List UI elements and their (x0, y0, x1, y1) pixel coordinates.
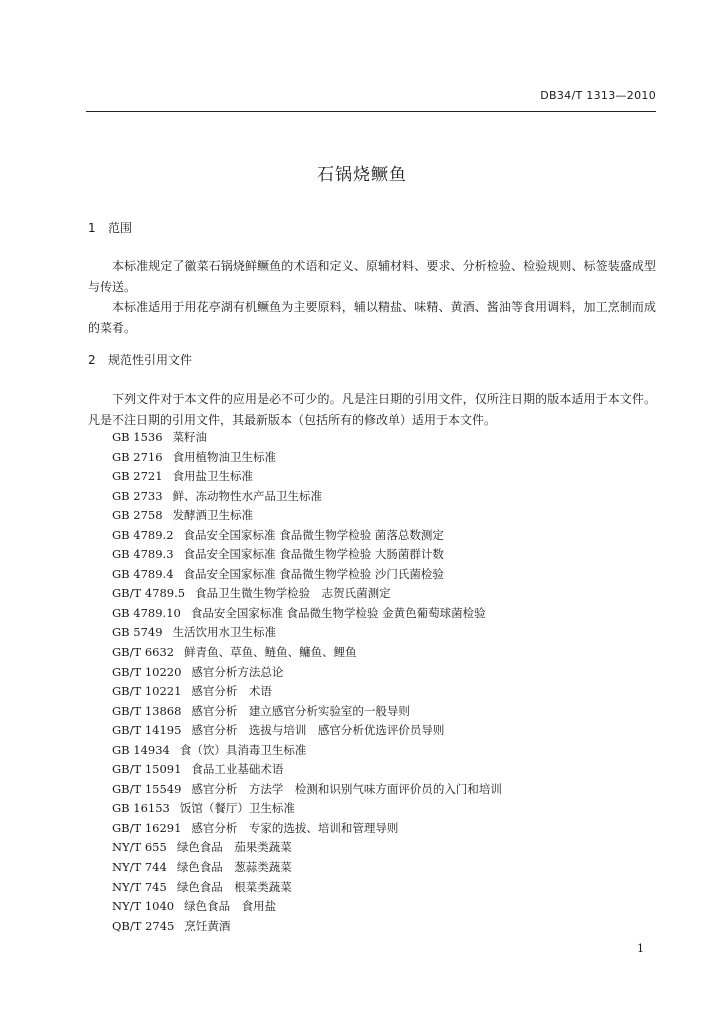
reference-title: 鲜、冻动物性水产品卫生标准 (172, 488, 323, 503)
reference-title: 绿色食品 食用盐 (184, 899, 277, 914)
reference-code: GB/T 4789.5 (112, 586, 186, 601)
reference-list (112, 428, 502, 936)
reference-code: GB 4789.2 (112, 527, 174, 542)
reference-code: GB/T 15549 (112, 781, 182, 796)
reference-code: GB 2733 (112, 488, 163, 503)
reference-item (112, 623, 502, 643)
reference-code: GB 1536 (112, 430, 163, 444)
reference-code: GB 2758 (112, 508, 163, 523)
reference-title: 发酵酒卫生标准 (172, 508, 254, 523)
reference-title: 绿色食品 茄果类蔬菜 (176, 840, 292, 855)
reference-title: 感官分析方法总论 (191, 664, 284, 679)
reference-code: GB 4789.4 (112, 566, 174, 581)
header-rule (86, 111, 656, 112)
reference-code: GB/T 15091 (112, 762, 182, 777)
reference-title: 食品安全国家标准 食品微生物学检验 大肠菌群计数 (183, 547, 444, 562)
reference-title: 食品安全国家标准 食品微生物学检验 金黄色葡萄球菌检验 (190, 605, 486, 620)
reference-code: GB 4789.10 (112, 605, 181, 620)
reference-title: 食品工业基础术语 (191, 762, 284, 777)
section-number: 2 (88, 353, 96, 367)
reference-item (112, 878, 502, 898)
reference-item (112, 838, 502, 858)
reference-title: 食（饮）具消毒卫生标准 (179, 742, 307, 757)
reference-item (112, 526, 502, 546)
reference-item (112, 917, 502, 937)
reference-code: GB/T 6632 (112, 645, 175, 660)
section-heading-normative-references (88, 352, 192, 368)
reference-item (112, 604, 502, 624)
reference-code: GB 4789.3 (112, 547, 174, 562)
section-title: 规范性引用文件 (108, 353, 193, 367)
reference-item (112, 545, 502, 565)
reference-code: NY/T 744 (112, 860, 167, 875)
reference-item (112, 721, 502, 741)
reference-code: GB 16153 (112, 801, 170, 816)
reference-title: 食品安全国家标准 食品微生物学检验 菌落总数测定 (183, 527, 444, 542)
reference-item (112, 584, 502, 604)
reference-code: NY/T 655 (112, 840, 167, 855)
reference-item (112, 799, 502, 819)
reference-code: GB 5749 (112, 625, 163, 640)
reference-item (112, 858, 502, 878)
reference-item (112, 702, 502, 722)
reference-item (112, 819, 502, 839)
reference-title: 感官分析 选拔与培训 感官分析优选评价员导则 (191, 723, 445, 738)
reference-title: 感官分析 建立感官分析实验室的一般导则 (191, 703, 410, 718)
reference-item (112, 663, 502, 683)
reference-title: 鲜青鱼、草鱼、鲢鱼、鳙鱼、鲤鱼 (184, 645, 357, 660)
reference-item (112, 760, 502, 780)
standard-code: DB34/T 1313—2010 (540, 89, 656, 102)
reference-code: GB/T 13868 (112, 703, 182, 718)
reference-title: 烹饪黄酒 (184, 918, 231, 933)
reference-title: 食品安全国家标准 食品微生物学检验 沙门氏菌检验 (183, 566, 444, 581)
reference-item (112, 897, 502, 917)
document-title: 石锅烧鳜鱼 (317, 165, 407, 185)
reference-item (112, 741, 502, 761)
reference-code: GB/T 14195 (112, 723, 182, 738)
reference-code: GB/T 10221 (112, 684, 182, 699)
reference-item (112, 467, 502, 487)
scope-paragraph-2: 本标准适用于用花亭湖有机鳜鱼为主要原料，辅以精盐、味精、黄酒、酱油等食用调料，加工烹制而成的菜肴。 (88, 300, 656, 335)
reference-item (112, 506, 502, 526)
reference-item (112, 428, 502, 448)
reference-code: GB 2716 (112, 449, 163, 464)
section-heading-scope (88, 220, 132, 236)
reference-title: 感官分析 术语 (191, 684, 272, 699)
scope-paragraph-1: 本标准规定了徽菜石锅烧鲜鳜鱼的术语和定义、原辅材料、要求、分析检验、检验规则、标签装盛成型与传送。 (88, 259, 656, 294)
reference-code: GB 2721 (112, 469, 163, 484)
reference-title: 菜籽油 (172, 430, 208, 444)
reference-title: 饭馆（餐厅）卫生标准 (179, 801, 295, 816)
reference-item (112, 448, 502, 468)
page-number: 1 (637, 942, 644, 955)
references-intro-paragraph: 下列文件对于本文件的应用是必不可少的。凡是注日期的引用文件，仅所注日期的版本适用于本文件。凡是不注日期的引用文件，其最新版本（包括所有的修改单）适用于本文件。 (88, 392, 656, 427)
reference-code: NY/T 745 (112, 879, 167, 894)
reference-code: QB/T 2745 (112, 918, 175, 933)
reference-code: GB 14934 (112, 742, 170, 757)
reference-title: 感官分析 专家的选拔、培训和管理导则 (191, 820, 399, 835)
reference-item (112, 780, 502, 800)
reference-title: 感官分析 方法学 检测和识别气味方面评价员的入门和培训 (191, 781, 502, 796)
reference-title: 生活饮用水卫生标准 (172, 625, 277, 640)
reference-item (112, 643, 502, 663)
reference-title: 绿色食品 葱蒜类蔬菜 (176, 860, 292, 875)
reference-code: GB/T 10220 (112, 664, 182, 679)
reference-code: NY/T 1040 (112, 899, 175, 914)
reference-item (112, 682, 502, 702)
section-title: 范围 (108, 221, 133, 235)
section-number: 1 (88, 221, 96, 235)
reference-title: 食用盐卫生标准 (172, 469, 254, 484)
reference-item (112, 565, 502, 585)
reference-title: 绿色食品 根菜类蔬菜 (176, 879, 292, 894)
reference-title: 食用植物油卫生标准 (172, 449, 277, 464)
reference-title: 食品卫生微生物学检验 志贺氏菌测定 (195, 586, 391, 601)
reference-code: GB/T 16291 (112, 820, 182, 835)
reference-item (112, 487, 502, 507)
